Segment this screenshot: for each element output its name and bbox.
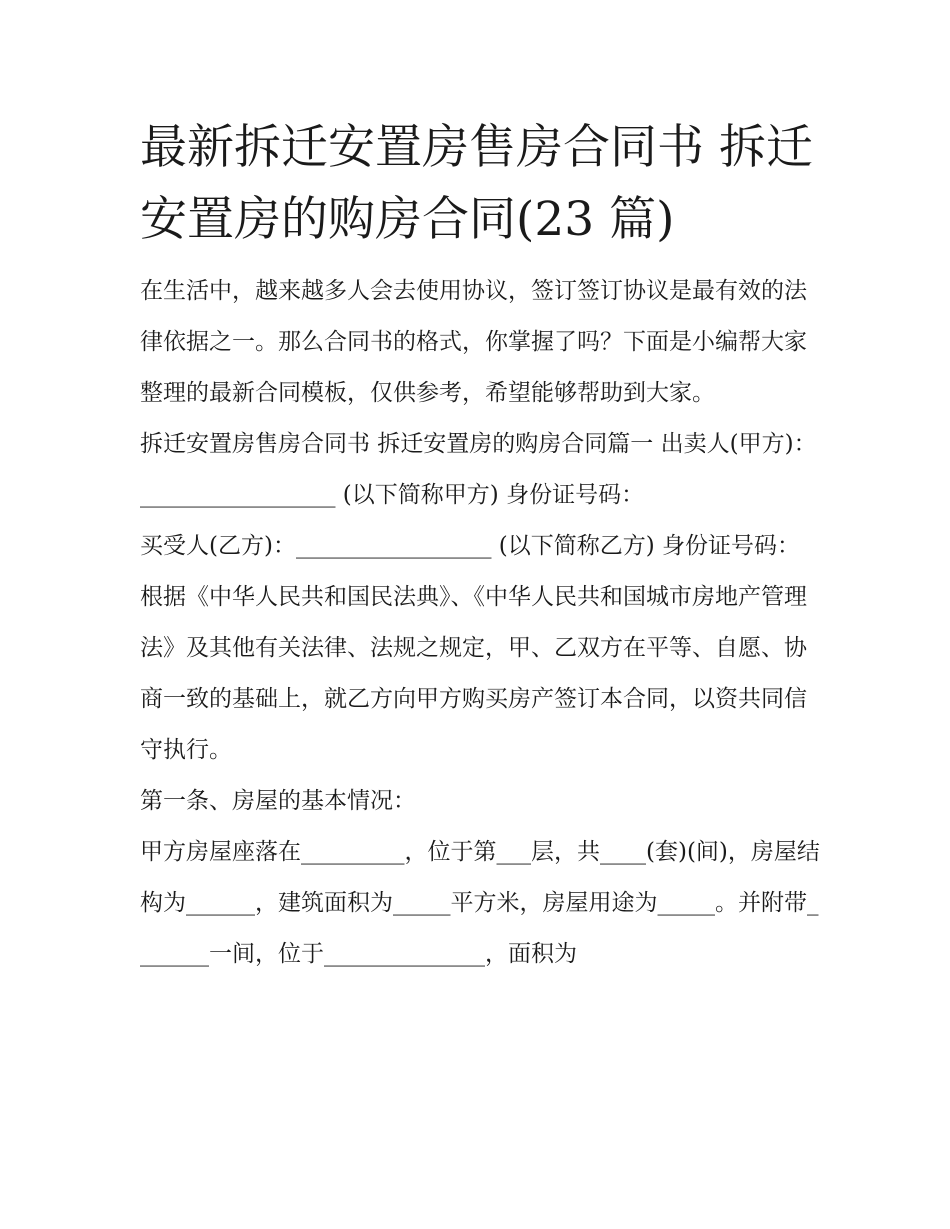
document-title: 最新拆迁安置房售房合同书 拆迁安置房的购房合同(23 篇)	[140, 120, 813, 247]
document-content	[140, 112, 820, 980]
legal-basis-paragraph: 根据《中华人民共和国民法典》、《中华人民共和国城市房地产管理法》及其他有关法律、法规之规定，甲、乙双方在平等、自愿、协商一致的基础上，就乙方向甲方购买房产签订本合同，以资共同信守执行。	[140, 584, 807, 763]
article-one-heading: 第一条、房屋的基本情况：	[140, 788, 416, 814]
buyer-paragraph: 买受人(乙方)：_________________ (以下简称乙方) 身份证号码：	[140, 533, 801, 559]
property-details-paragraph: 甲方房屋座落在_________，位于第___层，共____(套)(间)，房屋结构为______，建筑面积为_____平方米，房屋用途为_____。并附带_______一间，位于______________，面积为	[140, 839, 820, 967]
intro-paragraph: 在生活中，越来越多人会去使用协议，签订签订协议是最有效的法律依据之一。那么合同书的格式，你掌握了吗？下面是小编帮大家整理的最新合同模板，仅供参考，希望能够帮助到大家。	[140, 278, 807, 406]
seller-paragraph: 拆迁安置房售房合同书 拆迁安置房的购房合同篇一 出卖人(甲方)：_________________ (以下简称甲方) 身份证号码：	[140, 431, 817, 508]
